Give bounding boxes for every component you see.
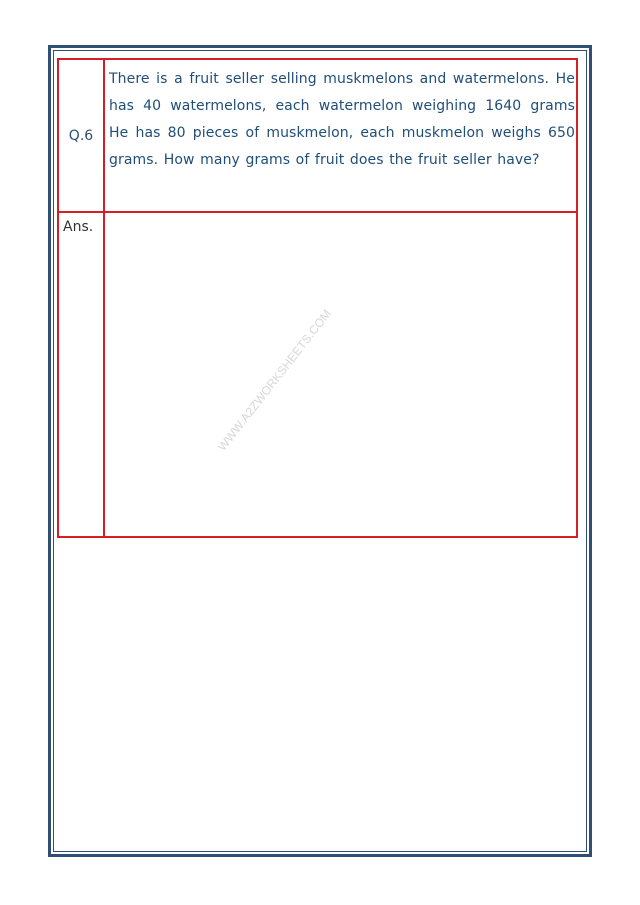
answer-row[interactable] bbox=[59, 213, 576, 536]
answer-label: Ans. bbox=[63, 219, 94, 235]
column-divider bbox=[103, 60, 105, 536]
question-row bbox=[59, 60, 576, 213]
watermark-text: WWW.A2ZWORKSHEETS.COM bbox=[215, 306, 334, 454]
question-text: There is a fruit seller selling muskmelons and watermelons. He has 40 watermelons, each watermelon weighing 1640 grams He has 80 pieces of muskmelon, each muskmelon weighs 650 grams. How many grams of fruit does the fruit seller have? bbox=[109, 71, 575, 168]
question-number: Q.6 bbox=[68, 127, 94, 144]
question-answer-table bbox=[57, 58, 578, 538]
